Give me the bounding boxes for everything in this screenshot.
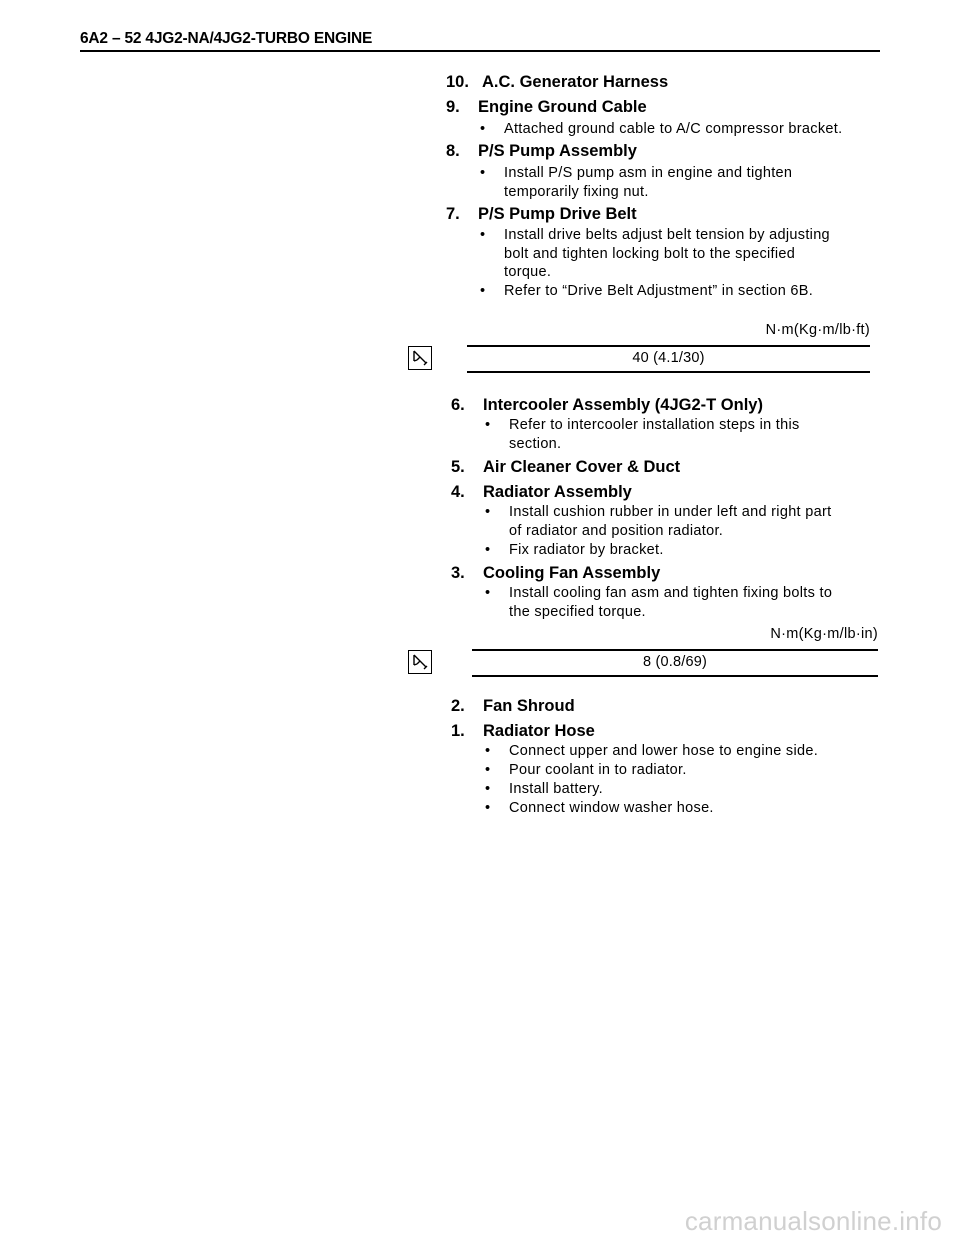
- torque-wrench-icon: [408, 650, 432, 674]
- bullet-item: [485, 742, 905, 761]
- bullet-text: Install cushion rubber in under left and right part: [509, 504, 832, 520]
- bullet-item: [485, 799, 905, 818]
- step-number: 6.: [451, 396, 465, 414]
- step-number: 1.: [451, 722, 465, 740]
- step-title: [451, 722, 595, 741]
- torque-table-top-rule: [467, 345, 870, 347]
- bullet-dot: •: [485, 762, 491, 778]
- page-header: 6A2 – 52 4JG2-NA/4JG2-TURBO ENGINE: [80, 30, 373, 47]
- bullet-item: [485, 780, 905, 799]
- bullet-item: [485, 541, 905, 560]
- torque-wrench-icon: [408, 346, 432, 370]
- step-label: A.C. Generator Harness: [482, 73, 669, 91]
- bullet-text: Fix radiator by bracket.: [509, 542, 664, 558]
- torque-value: 8 (0.8/69): [642, 654, 708, 670]
- bullet-dot: •: [480, 165, 486, 181]
- bullet-dot: •: [485, 743, 491, 759]
- header-rule: [80, 50, 880, 52]
- bullet-text: Pour coolant in to radiator.: [509, 762, 687, 778]
- bullet-text: Install battery.: [509, 781, 603, 797]
- step-number: 4.: [451, 483, 465, 501]
- bullet-dot: •: [485, 800, 491, 816]
- bullet-dot: •: [485, 585, 491, 601]
- step-number: 7.: [446, 205, 460, 223]
- step-label: P/S Pump Assembly: [478, 142, 637, 160]
- bullet-text: Connect window washer hose.: [509, 800, 714, 816]
- bullet-dot: •: [485, 504, 491, 520]
- bullet-item: [485, 761, 905, 780]
- bullet-item: [485, 503, 905, 540]
- step-title: [446, 73, 668, 92]
- step-label: Cooling Fan Assembly: [483, 564, 661, 582]
- torque-table-bottom-rule: [472, 675, 878, 677]
- bullet-item: [480, 120, 900, 139]
- step-title: [451, 396, 763, 415]
- bullet-text: Refer to intercooler installation steps in this: [509, 417, 800, 433]
- bullet-item: [480, 164, 900, 201]
- torque-table-bottom-rule: [467, 371, 870, 373]
- wrench-glyph: [411, 653, 429, 671]
- bullet-text: torque.: [504, 264, 552, 280]
- step-number: 9.: [446, 98, 460, 116]
- step-title: [446, 98, 647, 117]
- torque-unit: N·m(Kg·m/lb·ft): [765, 322, 870, 338]
- step-label: Radiator Assembly: [483, 483, 632, 501]
- bullet-text: Refer to “Drive Belt Adjustment” in section 6B.: [504, 283, 814, 299]
- step-number: 2.: [451, 697, 465, 715]
- bullet-text: Install cooling fan asm and tighten fixing bolts to: [509, 585, 833, 601]
- wrench-glyph: [411, 349, 429, 367]
- bullet-dot: •: [485, 781, 491, 797]
- step-label: Fan Shroud: [483, 697, 575, 715]
- bullet-dot: •: [480, 227, 486, 243]
- bullet-text: bolt and tighten locking bolt to the specified: [504, 245, 796, 262]
- step-number: 5.: [451, 458, 465, 476]
- step-label: Intercooler Assembly (4JG2-T Only): [483, 396, 763, 414]
- step-label: P/S Pump Drive Belt: [478, 205, 637, 223]
- torque-unit: N·m(Kg·m/lb·in): [770, 626, 878, 642]
- bullet-text: the specified torque.: [509, 603, 646, 620]
- bullet-dot: •: [485, 417, 491, 433]
- bullet-text: of radiator and position radiator.: [509, 522, 724, 539]
- bullet-item: [485, 584, 905, 621]
- bullet-text: temporarily fixing nut.: [504, 183, 649, 200]
- step-title: [451, 483, 632, 502]
- step-label: Radiator Hose: [483, 722, 595, 740]
- step-label: Air Cleaner Cover & Duct: [483, 458, 681, 476]
- step-title: [446, 205, 637, 224]
- bullet-text: section.: [509, 435, 562, 452]
- bullet-item: [480, 282, 900, 301]
- step-title: [446, 142, 637, 161]
- step-number: 10.: [446, 73, 469, 91]
- footer-watermark: carmanualsonline.info: [684, 1206, 942, 1236]
- step-label: Engine Ground Cable: [478, 98, 647, 116]
- torque-value: 40 (4.1/30): [632, 350, 705, 366]
- bullet-dot: •: [485, 542, 491, 558]
- step-title: [451, 458, 680, 477]
- torque-table-top-rule: [472, 649, 878, 651]
- bullet-text: Connect upper and lower hose to engine side.: [509, 743, 819, 759]
- bullet-text: Install P/S pump asm in engine and tighten: [504, 165, 793, 181]
- bullet-item: [480, 226, 900, 282]
- bullet-item: [485, 416, 885, 453]
- bullet-dot: •: [480, 121, 486, 137]
- bullet-dot: •: [480, 283, 486, 299]
- step-title: [451, 564, 660, 583]
- step-number: 3.: [451, 564, 465, 582]
- bullet-text: Install drive belts adjust belt tension by adjusting: [504, 227, 830, 243]
- bullet-text: Attached ground cable to A/C compressor bracket.: [504, 121, 843, 137]
- step-title: [451, 697, 575, 716]
- step-number: 8.: [446, 142, 460, 160]
